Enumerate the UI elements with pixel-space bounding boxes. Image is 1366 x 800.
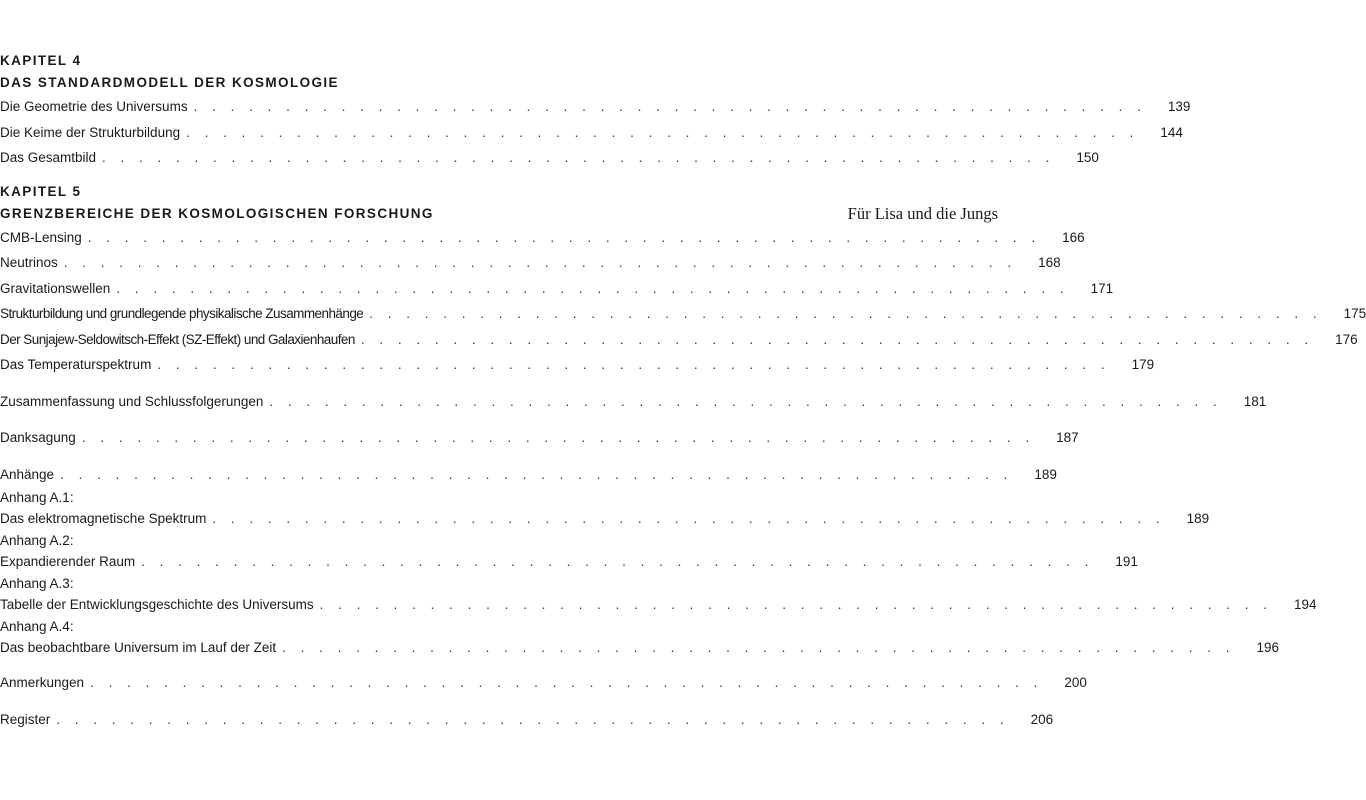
appendix-heading: Anhang A.4:	[0, 619, 74, 634]
toc-entry[interactable]	[0, 327, 1358, 353]
toc-entry-label: Das Gesamtbild	[0, 150, 97, 165]
page-number: 139	[1167, 99, 1191, 114]
dot-leader: . . . . . . . . . . . . . . . . . . . . . . . . . . . . . . . . . . . . . . . . . . . . . . . . . . . .	[60, 466, 1013, 482]
toc-entry-label: Das Temperaturspektrum	[0, 357, 152, 372]
chapter-title: GRENZBEREICHE DER KOSMOLOGISCHEN FORSCHUNG	[0, 205, 434, 221]
dedication: Für Lisa und die Jungs	[847, 204, 998, 223]
page-number: 187	[1056, 430, 1079, 445]
dot-leader: . . . . . . . . . . . . . . . . . . . . . . . . . . . . . . . . . . . . . . . . . . . . . . . . . . . .	[369, 306, 1323, 321]
toc-entry-label: Register	[0, 711, 51, 727]
appendix-heading: Anhang A.1:	[0, 490, 74, 505]
chapter-4	[0, 50, 1191, 171]
page-number: 206	[1030, 711, 1054, 727]
toc-entry[interactable]	[0, 352, 1155, 378]
toc-entry[interactable]	[0, 225, 1085, 251]
dot-leader: . . . . . . . . . . . . . . . . . . . . . . . . . . . . . . . . . . . . . . . . . . . . . . . . . . . .	[193, 99, 1147, 114]
page-number: 196	[1256, 640, 1279, 655]
appendix-heading: Anhang A.2:	[0, 533, 74, 548]
toc-entry-label: Das beobachtbare Universum im Lauf der Zeit	[0, 640, 277, 655]
dot-leader: . . . . . . . . . . . . . . . . . . . . . . . . . . . . . . . . . . . . . . . . . . . . . . . . . . . .	[90, 675, 1043, 690]
dot-leader: . . . . . . . . . . . . . . . . . . . . . . . . . . . . . . . . . . . . . . . . . . . . . . . . . . . .	[360, 331, 1314, 347]
toc-entry[interactable]	[0, 94, 1191, 120]
chapter-title: DAS STANDARDMODELL DER KOSMOLOGIE	[0, 75, 339, 90]
appendix-a3	[0, 573, 1317, 616]
dot-leader: . . . . . . . . . . . . . . . . . . . . . . . . . . . . . . . . . . . . . . . . . . . . . . . . . . . .	[87, 229, 1041, 245]
appendix-a4	[0, 616, 1279, 659]
appendix-heading: Anhang A.3:	[0, 576, 74, 591]
toc-entry-label: CMB-Lensing	[0, 229, 82, 245]
toc-entry-label: Gravitationswellen	[0, 280, 111, 296]
page-number: 150	[1076, 150, 1099, 165]
toc-entry[interactable]	[0, 551, 1138, 573]
toc-entry-thanks[interactable]	[0, 425, 1079, 451]
toc-entry[interactable]	[0, 637, 1279, 659]
page-number: 179	[1131, 357, 1155, 372]
toc-entry-label: Tabelle der Entwicklungsgeschichte des Universums	[0, 597, 314, 612]
toc-entry[interactable]	[0, 276, 1114, 302]
page-number: 168	[1038, 255, 1061, 270]
toc-entry-label: Anmerkungen	[0, 675, 85, 690]
toc-entry-label: Danksagung	[0, 430, 76, 445]
toc-entry-label: Strukturbildung und grundlegende physikalische Zusammenhänge	[0, 306, 364, 321]
dot-leader: . . . . . . . . . . . . . . . . . . . . . . . . . . . . . . . . . . . . . . . . . . . . . . . . . . . .	[81, 430, 1035, 445]
page-number: 191	[1115, 554, 1138, 569]
toc-entry[interactable]	[0, 120, 1183, 146]
page-number: 189	[1186, 511, 1210, 526]
chapter-label: KAPITEL 4	[0, 53, 82, 68]
toc-entry-notes[interactable]	[0, 670, 1087, 696]
chapter-label: KAPITEL 5	[0, 183, 82, 199]
toc-entry[interactable]	[0, 250, 1061, 276]
page-number: 194	[1293, 597, 1317, 612]
dot-leader: . . . . . . . . . . . . . . . . . . . . . . . . . . . . . . . . . . . . . . . . . . . . . . . . . . . .	[63, 255, 1017, 270]
toc-entry-label: Expandierender Raum	[0, 554, 136, 569]
toc-entry-summary[interactable]	[0, 389, 1267, 415]
appendix-a2	[0, 530, 1138, 573]
toc-entry-label: Zusammenfassung und Schlussfolgerungen	[0, 393, 264, 409]
appendix-a1	[0, 487, 1210, 530]
page-number: 175	[1343, 306, 1366, 321]
toc-entry-label: Der Sunjajew-Seldowitsch-Effekt (SZ-Effekt) und Galaxienhaufen	[0, 331, 355, 347]
toc-entry[interactable]	[0, 145, 1099, 171]
toc-entry-label: Die Keime der Strukturbildung	[0, 124, 181, 140]
dot-leader: . . . . . . . . . . . . . . . . . . . . . . . . . . . . . . . . . . . . . . . . . . . . . . . . . . . .	[141, 554, 1094, 569]
page-number: 171	[1090, 280, 1114, 296]
page-number: 176	[1335, 331, 1358, 347]
dot-leader: . . . . . . . . . . . . . . . . . . . . . . . . . . . . . . . . . . . . . . . . . . . . . . . . . . . .	[282, 640, 1235, 655]
dot-leader: . . . . . . . . . . . . . . . . . . . . . . . . . . . . . . . . . . . . . . . . . . . . . . . . . . . .	[157, 357, 1111, 372]
toc-entry-index[interactable]	[0, 707, 1054, 733]
dot-leader: . . . . . . . . . . . . . . . . . . . . . . . . . . . . . . . . . . . . . . . . . . . . . . . . . . . .	[116, 280, 1070, 296]
dot-leader: . . . . . . . . . . . . . . . . . . . . . . . . . . . . . . . . . . . . . . . . . . . . . . . . . . . .	[212, 511, 1166, 526]
page-number: 166	[1062, 229, 1085, 245]
page-number: 189	[1034, 466, 1057, 482]
page-number: 144	[1160, 124, 1183, 140]
page-number: 200	[1064, 675, 1087, 690]
dot-leader: . . . . . . . . . . . . . . . . . . . . . . . . . . . . . . . . . . . . . . . . . . . . . . . . . . . .	[319, 597, 1273, 612]
toc-entry-appendices[interactable]	[0, 462, 1057, 488]
dot-leader: . . . . . . . . . . . . . . . . . . . . . . . . . . . . . . . . . . . . . . . . . . . . . . . . . . . .	[186, 124, 1139, 140]
dot-leader: . . . . . . . . . . . . . . . . . . . . . . . . . . . . . . . . . . . . . . . . . . . . . . . . . . . .	[56, 711, 1010, 727]
dot-leader: . . . . . . . . . . . . . . . . . . . . . . . . . . . . . . . . . . . . . . . . . . . . . . . . . . . .	[102, 150, 1055, 165]
dot-leader: . . . . . . . . . . . . . . . . . . . . . . . . . . . . . . . . . . . . . . . . . . . . . . . . . . . .	[269, 393, 1223, 409]
toc-entry[interactable]	[0, 301, 1366, 327]
toc-entry-label: Die Geometrie des Universums	[0, 99, 188, 114]
toc-entry-label: Das elektromagnetische Spektrum	[0, 511, 207, 526]
toc-entry-label: Anhänge	[0, 466, 55, 482]
toc-entry-label: Neutrinos	[0, 255, 58, 270]
page-number: 181	[1243, 393, 1267, 409]
toc-entry[interactable]	[0, 594, 1317, 616]
toc-entry[interactable]	[0, 508, 1210, 530]
